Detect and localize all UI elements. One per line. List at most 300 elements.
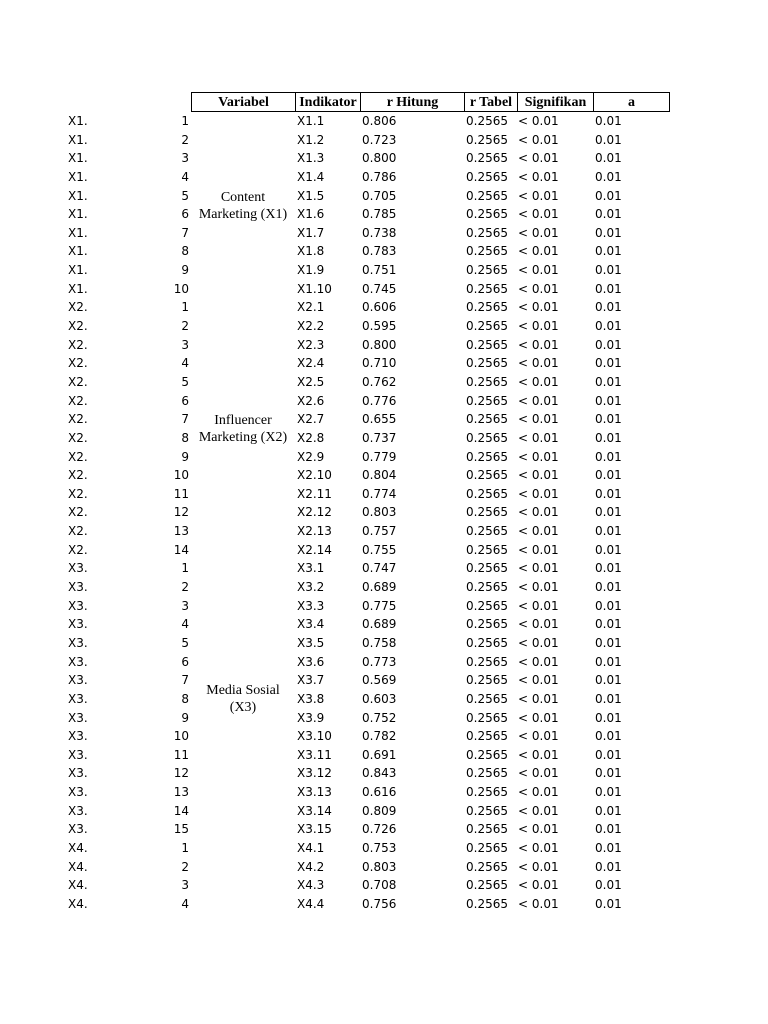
row-code-cell: X2. (68, 356, 88, 371)
row-number-cell: 2 (181, 859, 189, 874)
table-row (0, 634, 768, 653)
indikator-cell: X3.8 (297, 691, 325, 706)
signifikan-cell: < 0.01 (518, 691, 559, 706)
r-hitung-cell: 0.655 (362, 412, 397, 427)
table-row (0, 112, 768, 131)
row-number-cell: 2 (181, 580, 189, 595)
r-tabel-cell: 0.2565 (466, 337, 508, 352)
indikator-cell: X2.1 (297, 300, 325, 315)
row-code-cell: X2. (68, 505, 88, 520)
row-number-cell: 5 (181, 374, 189, 389)
row-number-cell: 14 (173, 542, 189, 557)
signifikan-cell: < 0.01 (518, 747, 559, 762)
table-row (0, 541, 768, 560)
r-tabel-cell: 0.2565 (466, 486, 508, 501)
r-hitung-cell: 0.738 (362, 225, 397, 240)
signifikan-cell: < 0.01 (518, 430, 559, 445)
indikator-cell: X3.1 (297, 561, 325, 576)
r-hitung-cell: 0.803 (362, 859, 397, 874)
alpha-cell: 0.01 (595, 374, 622, 389)
row-code-cell: X2. (68, 486, 88, 501)
indikator-cell: X1.5 (297, 188, 325, 203)
r-hitung-cell: 0.843 (362, 766, 397, 781)
r-tabel-cell: 0.2565 (466, 747, 508, 762)
row-code-cell: X1. (68, 207, 88, 222)
row-code-cell: X1. (68, 263, 88, 278)
row-number-cell: 6 (181, 654, 189, 669)
row-code-cell: X1. (68, 244, 88, 259)
r-tabel-cell: 0.2565 (466, 505, 508, 520)
row-number-cell: 3 (181, 337, 189, 352)
r-tabel-cell: 0.2565 (466, 449, 508, 464)
r-hitung-cell: 0.691 (362, 747, 397, 762)
r-tabel-cell: 0.2565 (466, 840, 508, 855)
indikator-cell: X3.13 (297, 785, 332, 800)
r-tabel-cell: 0.2565 (466, 263, 508, 278)
indikator-cell: X3.6 (297, 654, 325, 669)
signifikan-cell: < 0.01 (518, 654, 559, 669)
row-number-cell: 8 (181, 691, 189, 706)
row-number-cell: 7 (181, 673, 189, 688)
table-row (0, 839, 768, 858)
signifikan-cell: < 0.01 (518, 114, 559, 128)
r-tabel-cell: 0.2565 (466, 281, 508, 296)
r-hitung-cell: 0.606 (362, 300, 397, 315)
alpha-cell: 0.01 (595, 580, 622, 595)
r-hitung-cell: 0.785 (362, 207, 397, 222)
signifikan-cell: < 0.01 (518, 225, 559, 240)
row-code-cell: X4. (68, 859, 88, 874)
alpha-cell: 0.01 (595, 244, 622, 259)
alpha-cell: 0.01 (595, 542, 622, 557)
r-tabel-cell: 0.2565 (466, 561, 508, 576)
header-indikator: Indikator (295, 92, 360, 112)
indikator-cell: X3.12 (297, 766, 332, 781)
table-row (0, 261, 768, 280)
row-code-cell: X3. (68, 673, 88, 688)
r-tabel-cell: 0.2565 (466, 542, 508, 557)
table-row (0, 485, 768, 504)
r-tabel-cell: 0.2565 (466, 319, 508, 334)
row-code-cell: X3. (68, 766, 88, 781)
alpha-cell: 0.01 (595, 319, 622, 334)
r-tabel-cell: 0.2565 (466, 151, 508, 166)
indikator-cell: X3.10 (297, 729, 332, 744)
table-row (0, 746, 768, 765)
variable-group-line: Marketing (X2) (198, 430, 288, 445)
r-tabel-cell: 0.2565 (466, 580, 508, 595)
signifikan-cell: < 0.01 (518, 300, 559, 315)
header-r-hitung: r Hitung (360, 92, 464, 112)
table-row (0, 615, 768, 634)
r-tabel-cell: 0.2565 (466, 430, 508, 445)
r-tabel-cell: 0.2565 (466, 654, 508, 669)
r-tabel-cell: 0.2565 (466, 114, 508, 128)
row-code-cell: X4. (68, 840, 88, 855)
row-number-cell: 2 (181, 132, 189, 147)
indikator-cell: X3.11 (297, 747, 332, 762)
table-row (0, 392, 768, 411)
indikator-cell: X2.5 (297, 374, 325, 389)
row-code-cell: X3. (68, 598, 88, 613)
indikator-cell: X1.8 (297, 244, 325, 259)
alpha-cell: 0.01 (595, 803, 622, 818)
r-hitung-cell: 0.747 (362, 561, 397, 576)
r-hitung-cell: 0.809 (362, 803, 397, 818)
row-code-cell: X3. (68, 785, 88, 800)
signifikan-cell: < 0.01 (518, 859, 559, 874)
row-number-cell: 4 (181, 356, 189, 371)
r-tabel-cell: 0.2565 (466, 374, 508, 389)
indikator-cell: X3.5 (297, 635, 325, 650)
table-row (0, 783, 768, 802)
indikator-cell: X2.4 (297, 356, 325, 371)
r-hitung-cell: 0.569 (362, 673, 397, 688)
table-row (0, 205, 768, 224)
variable-group-line: Media Sosial (206, 683, 280, 698)
row-code-cell: X2. (68, 393, 88, 408)
row-code-cell: X1. (68, 169, 88, 184)
r-hitung-cell: 0.782 (362, 729, 397, 744)
r-hitung-cell: 0.773 (362, 654, 397, 669)
row-number-cell: 6 (181, 207, 189, 222)
r-hitung-cell: 0.751 (362, 263, 397, 278)
table-row (0, 858, 768, 877)
indikator-cell: X3.9 (297, 710, 325, 725)
r-hitung-cell: 0.786 (362, 169, 397, 184)
signifikan-cell: < 0.01 (518, 169, 559, 184)
table-row (0, 149, 768, 168)
indikator-cell: X1.10 (297, 281, 332, 296)
row-code-cell: X4. (68, 878, 88, 893)
row-code-cell: X3. (68, 561, 88, 576)
table-row (0, 242, 768, 261)
table-row (0, 690, 768, 709)
indikator-cell: X2.3 (297, 337, 325, 352)
table-row (0, 597, 768, 616)
row-code-cell: X1. (68, 114, 88, 128)
variable-group-line: Influencer (214, 413, 272, 428)
row-number-cell: 11 (173, 747, 189, 762)
r-hitung-cell: 0.775 (362, 598, 397, 613)
indikator-cell: X2.6 (297, 393, 325, 408)
r-tabel-cell: 0.2565 (466, 598, 508, 613)
header-signifikan: Signifikan (517, 92, 593, 112)
r-hitung-cell: 0.726 (362, 822, 397, 837)
alpha-cell: 0.01 (595, 505, 622, 520)
table-row (0, 802, 768, 821)
row-code-cell: X3. (68, 710, 88, 725)
r-tabel-cell: 0.2565 (466, 207, 508, 222)
alpha-cell: 0.01 (595, 281, 622, 296)
indikator-cell: X4.1 (297, 840, 325, 855)
indikator-cell: X1.1 (297, 114, 325, 128)
row-code-cell: X4. (68, 896, 88, 911)
r-tabel-cell: 0.2565 (466, 729, 508, 744)
row-code-cell: X3. (68, 654, 88, 669)
r-tabel-cell: 0.2565 (466, 822, 508, 837)
r-tabel-cell: 0.2565 (466, 766, 508, 781)
row-code-cell: X1. (68, 188, 88, 203)
row-code-cell: X3. (68, 822, 88, 837)
table-body (0, 112, 768, 914)
table-row (0, 224, 768, 243)
row-code-cell: X3. (68, 729, 88, 744)
table-row (0, 895, 768, 914)
row-code-cell: X2. (68, 430, 88, 445)
alpha-cell: 0.01 (595, 840, 622, 855)
table-row (0, 522, 768, 541)
row-number-cell: 9 (181, 449, 189, 464)
indikator-cell: X1.6 (297, 207, 325, 222)
row-number-cell: 3 (181, 598, 189, 613)
signifikan-cell: < 0.01 (518, 822, 559, 837)
r-hitung-cell: 0.753 (362, 840, 397, 855)
indikator-cell: X3.15 (297, 822, 332, 837)
signifikan-cell: < 0.01 (518, 412, 559, 427)
variable-group-label (191, 682, 295, 716)
alpha-cell: 0.01 (595, 300, 622, 315)
row-number-cell: 1 (181, 840, 189, 855)
alpha-cell: 0.01 (595, 635, 622, 650)
alpha-cell: 0.01 (595, 114, 622, 128)
row-number-cell: 5 (181, 635, 189, 650)
indikator-cell: X1.3 (297, 151, 325, 166)
row-code-cell: X2. (68, 337, 88, 352)
r-hitung-cell: 0.758 (362, 635, 397, 650)
r-hitung-cell: 0.603 (362, 691, 397, 706)
indikator-cell: X2.11 (297, 486, 332, 501)
r-hitung-cell: 0.756 (362, 896, 397, 911)
alpha-cell: 0.01 (595, 729, 622, 744)
indikator-cell: X2.7 (297, 412, 325, 427)
row-code-cell: X3. (68, 747, 88, 762)
signifikan-cell: < 0.01 (518, 580, 559, 595)
alpha-cell: 0.01 (595, 859, 622, 874)
signifikan-cell: < 0.01 (518, 524, 559, 539)
alpha-cell: 0.01 (595, 356, 622, 371)
table-row (0, 354, 768, 373)
alpha-cell: 0.01 (595, 561, 622, 576)
alpha-cell: 0.01 (595, 449, 622, 464)
indikator-cell: X3.7 (297, 673, 325, 688)
r-tabel-cell: 0.2565 (466, 300, 508, 315)
alpha-cell: 0.01 (595, 412, 622, 427)
header-variabel: Variabel (191, 92, 295, 112)
table-row (0, 764, 768, 783)
r-hitung-cell: 0.783 (362, 244, 397, 259)
header-r-tabel: r Tabel (464, 92, 517, 112)
alpha-cell: 0.01 (595, 896, 622, 911)
signifikan-cell: < 0.01 (518, 561, 559, 576)
r-tabel-cell: 0.2565 (466, 785, 508, 800)
signifikan-cell: < 0.01 (518, 468, 559, 483)
variable-group-label (191, 412, 295, 446)
alpha-cell: 0.01 (595, 710, 622, 725)
alpha-cell: 0.01 (595, 263, 622, 278)
table-row (0, 709, 768, 728)
row-number-cell: 15 (173, 822, 189, 837)
row-code-cell: X3. (68, 691, 88, 706)
table-row (0, 559, 768, 578)
table-row (0, 298, 768, 317)
row-code-cell: X3. (68, 635, 88, 650)
table-row (0, 187, 768, 206)
signifikan-cell: < 0.01 (518, 244, 559, 259)
row-number-cell: 1 (181, 114, 189, 128)
row-number-cell: 14 (173, 803, 189, 818)
signifikan-cell: < 0.01 (518, 766, 559, 781)
r-hitung-cell: 0.804 (362, 468, 397, 483)
alpha-cell: 0.01 (595, 207, 622, 222)
table-row (0, 317, 768, 336)
row-number-cell: 10 (173, 729, 189, 744)
r-tabel-cell: 0.2565 (466, 617, 508, 632)
indikator-cell: X2.2 (297, 319, 325, 334)
variable-group-line: Marketing (X1) (198, 207, 288, 222)
row-code-cell: X3. (68, 803, 88, 818)
alpha-cell: 0.01 (595, 747, 622, 762)
r-hitung-cell: 0.757 (362, 524, 397, 539)
indikator-cell: X2.9 (297, 449, 325, 464)
row-code-cell: X2. (68, 468, 88, 483)
table-row (0, 131, 768, 150)
signifikan-cell: < 0.01 (518, 840, 559, 855)
table-row (0, 653, 768, 672)
row-code-cell: X1. (68, 132, 88, 147)
alpha-cell: 0.01 (595, 393, 622, 408)
signifikan-cell: < 0.01 (518, 393, 559, 408)
indikator-cell: X3.4 (297, 617, 325, 632)
signifikan-cell: < 0.01 (518, 505, 559, 520)
signifikan-cell: < 0.01 (518, 486, 559, 501)
signifikan-cell: < 0.01 (518, 319, 559, 334)
r-hitung-cell: 0.723 (362, 132, 397, 147)
row-code-cell: X2. (68, 300, 88, 315)
row-code-cell: X1. (68, 225, 88, 240)
row-number-cell: 12 (173, 505, 189, 520)
row-number-cell: 11 (173, 486, 189, 501)
row-code-cell: X1. (68, 281, 88, 296)
alpha-cell: 0.01 (595, 337, 622, 352)
signifikan-cell: < 0.01 (518, 542, 559, 557)
signifikan-cell: < 0.01 (518, 617, 559, 632)
table-row (0, 429, 768, 448)
row-number-cell: 7 (181, 412, 189, 427)
row-number-cell: 7 (181, 225, 189, 240)
r-hitung-cell: 0.752 (362, 710, 397, 725)
header-alpha: a (593, 92, 670, 112)
r-tabel-cell: 0.2565 (466, 244, 508, 259)
r-tabel-cell: 0.2565 (466, 635, 508, 650)
r-hitung-cell: 0.710 (362, 356, 397, 371)
alpha-cell: 0.01 (595, 822, 622, 837)
signifikan-cell: < 0.01 (518, 281, 559, 296)
r-tabel-cell: 0.2565 (466, 878, 508, 893)
table-row (0, 336, 768, 355)
r-tabel-cell: 0.2565 (466, 132, 508, 147)
r-tabel-cell: 0.2565 (466, 710, 508, 725)
signifikan-cell: < 0.01 (518, 803, 559, 818)
r-hitung-cell: 0.776 (362, 393, 397, 408)
r-tabel-cell: 0.2565 (466, 412, 508, 427)
row-code-cell: X2. (68, 449, 88, 464)
signifikan-cell: < 0.01 (518, 132, 559, 147)
r-hitung-cell: 0.755 (362, 542, 397, 557)
signifikan-cell: < 0.01 (518, 337, 559, 352)
r-tabel-cell: 0.2565 (466, 169, 508, 184)
row-number-cell: 10 (173, 281, 189, 296)
row-code-cell: X2. (68, 412, 88, 427)
row-number-cell: 8 (181, 244, 189, 259)
indikator-cell: X4.3 (297, 878, 325, 893)
table-row (0, 466, 768, 485)
table-row (0, 168, 768, 187)
table-row (0, 671, 768, 690)
indikator-cell: X1.2 (297, 132, 325, 147)
signifikan-cell: < 0.01 (518, 188, 559, 203)
signifikan-cell: < 0.01 (518, 449, 559, 464)
signifikan-cell: < 0.01 (518, 374, 559, 389)
row-number-cell: 4 (181, 896, 189, 911)
table-row (0, 410, 768, 429)
r-hitung-cell: 0.762 (362, 374, 397, 389)
r-tabel-cell: 0.2565 (466, 859, 508, 874)
table-row (0, 876, 768, 895)
r-hitung-cell: 0.737 (362, 430, 397, 445)
row-number-cell: 1 (181, 300, 189, 315)
row-number-cell: 8 (181, 430, 189, 445)
row-number-cell: 9 (181, 263, 189, 278)
signifikan-cell: < 0.01 (518, 878, 559, 893)
indikator-cell: X2.10 (297, 468, 332, 483)
alpha-cell: 0.01 (595, 766, 622, 781)
row-number-cell: 4 (181, 617, 189, 632)
signifikan-cell: < 0.01 (518, 356, 559, 371)
r-tabel-cell: 0.2565 (466, 225, 508, 240)
r-tabel-cell: 0.2565 (466, 468, 508, 483)
indikator-cell: X2.13 (297, 524, 332, 539)
indikator-cell: X3.14 (297, 803, 332, 818)
signifikan-cell: < 0.01 (518, 729, 559, 744)
indikator-cell: X2.12 (297, 505, 332, 520)
table-row (0, 373, 768, 392)
alpha-cell: 0.01 (595, 617, 622, 632)
r-tabel-cell: 0.2565 (466, 691, 508, 706)
row-number-cell: 3 (181, 878, 189, 893)
r-hitung-cell: 0.745 (362, 281, 397, 296)
alpha-cell: 0.01 (595, 524, 622, 539)
signifikan-cell: < 0.01 (518, 710, 559, 725)
indikator-cell: X2.8 (297, 430, 325, 445)
alpha-cell: 0.01 (595, 169, 622, 184)
r-tabel-cell: 0.2565 (466, 356, 508, 371)
alpha-cell: 0.01 (595, 132, 622, 147)
table-row (0, 503, 768, 522)
indikator-cell: X4.4 (297, 896, 325, 911)
r-hitung-cell: 0.800 (362, 151, 397, 166)
r-tabel-cell: 0.2565 (466, 673, 508, 688)
table-row (0, 448, 768, 467)
alpha-cell: 0.01 (595, 468, 622, 483)
indikator-cell: X1.9 (297, 263, 325, 278)
r-hitung-cell: 0.806 (362, 114, 397, 128)
row-code-cell: X2. (68, 374, 88, 389)
signifikan-cell: < 0.01 (518, 598, 559, 613)
table-row (0, 820, 768, 839)
alpha-cell: 0.01 (595, 654, 622, 669)
variable-group-line: (X3) (229, 700, 257, 715)
